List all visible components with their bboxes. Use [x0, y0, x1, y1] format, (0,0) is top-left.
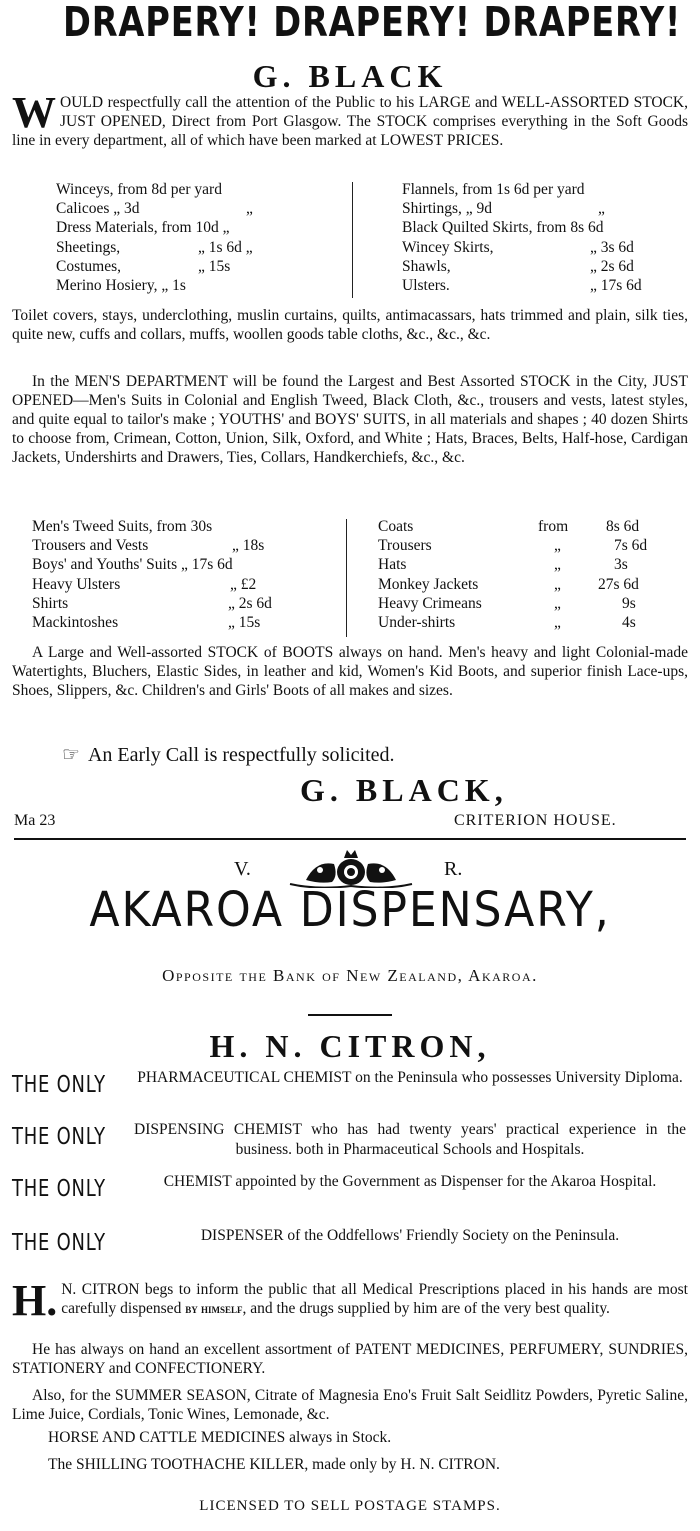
intro-paragraph	[12, 88, 688, 150]
price-row: Black Quilted Skirts, from 8s 6d	[402, 219, 604, 237]
price-row: Winceys, from 8d per yard	[56, 181, 222, 198]
royal-r: R.	[444, 858, 463, 880]
the-only-text: DISPENSER of the Oddfellows' Friendly Society on the Peninsula.	[200, 1227, 620, 1244]
price-row: Heavy Crimeans „ 9s	[378, 594, 636, 612]
intro-text: OULD respectfully call the attention of the Public to his LARGE and WELL-ASSORTED STOCK, JUST OPENED, Direct from Port Glasgow. The STOCK comprises everything in the Soft Goods line in every department, all of which have been marked at LOWEST PRICES.	[12, 94, 688, 149]
price-row: Ulsters. „ 17s 6d	[402, 276, 642, 294]
toothache-line: The SHILLING TOOTHACHE KILLER, made only by H. N. CITRON.	[48, 1456, 500, 1473]
early-call-text: An Early Call is respectfully solicited.	[87, 744, 395, 766]
price-row: Hats „ 3s	[378, 556, 628, 574]
price-row: Sheetings, „ 1s 6d „	[56, 238, 253, 256]
the-only-label: THE ONLY	[12, 1230, 106, 1256]
price-row: Wincey Skirts, „ 3s 6d	[402, 238, 634, 256]
summer-paragraph: Also, for the SUMMER SEASON, Citrate of Magnesia Eno's Fruit Salt Seidlitz Powders, Pyretic Saline, Lime Juice, Cordials, Tonic Wines, Lemonade, &c.	[12, 1387, 688, 1423]
citron-dropcap: H.	[12, 1276, 58, 1325]
price-row: Merino Hosiery, „ 1s	[56, 276, 186, 294]
the-only-text: DISPENSING CHEMIST who has had twenty years' practical experience in the business. both in Pharmaceutical Schools and Hospitals.	[134, 1121, 686, 1158]
horse-cattle-line: HORSE AND CATTLE MEDICINES always in Stock.	[48, 1429, 392, 1446]
the-only-item	[12, 1172, 686, 1216]
misc-goods-paragraph: Toilet covers, stays, underclothing, muslin curtains, quilts, antimacassars, hats trimmed and plain, silk ties, quite new, cuffs and collars, muffs, woollen goods table cloths, &c., &c., &c.	[12, 307, 688, 343]
the-only-item	[12, 1120, 686, 1164]
price-row: Mackintoshes „ 15s	[32, 613, 261, 631]
price-row: Shirts „ 2s 6d	[32, 594, 272, 612]
price-row: Calicoes „ 3d „	[56, 200, 253, 218]
price-row: Trousers and Vests „ 18s	[32, 537, 265, 555]
signature: G. BLACK,	[300, 772, 508, 808]
short-rule	[308, 1014, 392, 1016]
price-row: Under-shirts „ 4s	[378, 613, 636, 631]
citron-paragraph	[12, 1276, 688, 1325]
price-row: Costumes, „ 15s	[56, 257, 231, 275]
pointing-hand-icon: ☞	[62, 744, 80, 766]
mens-left-list	[32, 517, 332, 632]
column-divider	[346, 519, 347, 637]
section-divider	[14, 838, 686, 840]
the-only-item	[12, 1068, 686, 1112]
the-only-text: CHEMIST appointed by the Government as Dispenser for the Akaroa Hospital.	[163, 1173, 657, 1190]
the-only-label: THE ONLY	[12, 1072, 106, 1098]
the-only-label: THE ONLY	[12, 1176, 106, 1202]
the-only-label: THE ONLY	[12, 1124, 106, 1150]
price-row: Monkey Jackets „ 27s 6d	[378, 575, 639, 593]
the-only-item	[12, 1226, 686, 1270]
the-only-text: PHARMACEUTICAL CHEMIST on the Peninsula who possesses University Diploma.	[137, 1069, 683, 1086]
mens-right-list	[378, 517, 678, 632]
price-row: Shawls, „ 2s 6d	[402, 257, 634, 275]
license-line: LICENSED TO SELL POSTAGE STAMPS.	[199, 1498, 501, 1514]
early-call-line	[62, 742, 395, 767]
price-row: Coats from 8s 6d	[378, 518, 640, 535]
date-code: Ma 23	[14, 812, 56, 829]
soft-goods-left-list	[56, 180, 346, 295]
price-row: Trousers „ 7s 6d	[378, 537, 648, 555]
citron-text: N. CITRON begs to inform the public that all Medical Prescriptions placed in his hands are most carefully dispensed	[61, 1281, 688, 1317]
dispensary-subtitle: Opposite the Bank of New Zealand, Akaroa.	[162, 966, 538, 985]
column-divider	[352, 182, 353, 298]
price-row: Shirtings, „ 9d „	[402, 200, 605, 218]
soft-goods-right-list	[402, 180, 692, 295]
drapery-banner: DRAPERY! DRAPERY! DRAPERY!	[63, 0, 682, 46]
boots-paragraph: A Large and Well-assorted STOCK of BOOTS always on hand. Men's heavy and light Colonial-made Watertights, Bluchers, Elastic Sides, in leather and kid, Women's Kid Boots, and superior finish Lace-ups, Shoes, Slippers, &c. Children's and Girls' Boots of all makes and sizes.	[12, 644, 688, 699]
citron-text-emphasis: by himself	[185, 1301, 243, 1316]
price-row: Heavy Ulsters „ £2	[32, 575, 257, 593]
chemist-name: H. N. CITRON,	[209, 1028, 491, 1064]
dispensary-title: AKAROA DISPENSARY,	[89, 882, 611, 938]
criterion-house: CRITERION HOUSE.	[454, 812, 617, 829]
merchant-name: G. BLACK	[252, 58, 448, 94]
mens-department-paragraph: In the MEN'S DEPARTMENT will be found the Largest and Best Assorted STOCK in the City, JUST OPENED—Men's Suits in Colonial and English Tweed, Black Cloth, &c., trousers and vests, latest styles, and quite equal to tailor's make ; YOUTHS' and BOYS' SUITS, in all materials and shapes ; 40 dozen Shirts to choose from, Crimean, Cotton, Union, Silk, Oxford, and White ; Hats, Braces, Belts, Half-hose, Cardigan Jackets, Undershirts and Drawers, Ties, Collars, Handkerchiefs, &c., &c.	[12, 373, 688, 466]
price-row: Boys' and Youths' Suits „ 17s 6d	[32, 556, 233, 574]
price-row: Dress Materials, from 10d „	[56, 219, 230, 237]
intro-dropcap: W	[12, 88, 56, 137]
citron-text: , and the drugs supplied by him are of the very best quality.	[242, 1300, 610, 1317]
patent-paragraph: He has always on hand an excellent assortment of PATENT MEDICINES, PERFUMERY, SUNDRIES, STATIONERY and CONFECTIONERY.	[12, 1341, 688, 1377]
price-row: Men's Tweed Suits, from 30s	[32, 518, 213, 535]
royal-v: V.	[234, 858, 251, 880]
price-row: Flannels, from 1s 6d per yard	[402, 181, 585, 198]
